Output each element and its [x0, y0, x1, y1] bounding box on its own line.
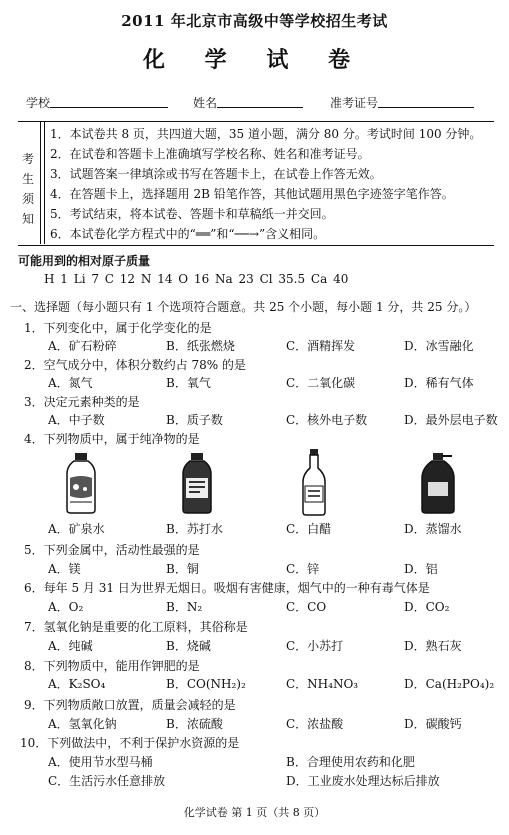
option-b: B．铜: [166, 562, 199, 576]
section-heading: 一、选择题（每小题只有 1 个选项符合题意。共 25 个小题，每小题 1 分，共 25 分。）: [10, 300, 477, 314]
atomic-mass-heading: 可能用到的相对原子质量: [18, 254, 151, 268]
option-d: D．碳酸钙: [404, 717, 462, 731]
option-c: C．二氧化碳: [286, 376, 356, 390]
notice-side-char: 生: [22, 172, 35, 186]
atomic-mass-values: H 1 Li 7 C 12 N 14 O 16 Na 23 Cl 35.5 Ca 40: [44, 272, 349, 286]
option-c: C．CO: [286, 600, 327, 614]
option-d: D．冰雪融化: [404, 339, 474, 353]
option-a: A．使用节水型马桶: [48, 755, 153, 769]
question-stem: 7．氢氧化钠是重要的化工原料，其俗称是: [24, 620, 248, 634]
option-c: C．生活污水任意排放: [48, 774, 166, 788]
option-b: B．浓硫酸: [166, 717, 223, 731]
option-b: B．烧碱: [166, 639, 211, 653]
option-d: D．工业废水处理达标后排放: [286, 774, 440, 788]
question-stem: 4．下列物质中，属于纯净物的是: [24, 432, 200, 446]
notice-side-char: 考: [22, 152, 35, 166]
mineral-water-bottle-image: [64, 452, 98, 514]
option-c: C．白醋: [286, 522, 332, 536]
question-stem: 5．下列金属中，活动性最强的是: [24, 543, 200, 557]
school-blank: [50, 96, 168, 108]
school-label: 学校: [26, 96, 51, 110]
option-d: D．熟石灰: [404, 639, 462, 653]
notice-item: 2．在试卷和答题卡上准确填写学校名称、姓名和准考证号。: [50, 147, 370, 161]
notice-item: 3．试题答案一律填涂或书写在答题卡上，在试卷上作答无效。: [50, 167, 382, 181]
option-b: B．氧气: [166, 376, 211, 390]
school-field: [26, 96, 168, 110]
ticket-label: 准考证号: [330, 96, 379, 110]
option-d: D．CO₂: [404, 600, 450, 614]
notice-item: 1．本试卷共 8 页，共四道大题，35 道小题，满分 80 分。考试时间 100 分钟。: [50, 127, 482, 141]
option-b: B．质子数: [166, 413, 223, 427]
option-c: C．酒精挥发: [286, 339, 356, 353]
notice-side-char: 须: [22, 192, 35, 206]
option-a: A．矿石粉碎: [48, 339, 117, 353]
question-stem: 9．下列物质敞口放置，质量会减轻的是: [24, 698, 236, 712]
notice-divider: [40, 121, 41, 244]
distilled-water-bottle-image: [418, 452, 458, 514]
question-stem: 2．空气成分中，体积分数约占 78% 的是: [24, 358, 246, 372]
option-b: B．合理使用农药和化肥: [286, 755, 415, 769]
option-b: B．N₂: [166, 600, 203, 614]
option-a: A．氢氧化钠: [48, 717, 117, 731]
option-a: A．镁: [48, 562, 81, 576]
option-c: C．浓盐酸: [286, 717, 344, 731]
option-c: C．NH₄NO₃: [286, 677, 359, 691]
ticket-field: [330, 96, 474, 110]
name-label: 姓名: [193, 96, 218, 110]
option-c: C．小苏打: [286, 639, 344, 653]
exam-title: 2011 年北京市高级中等学校招生考试: [121, 12, 388, 30]
option-c: C．核外电子数: [286, 413, 368, 427]
question-stem: 3．决定元素种类的是: [24, 395, 140, 409]
option-d: D．稀有气体: [404, 376, 474, 390]
question-stem: 6．每年 5 月 31 日为世界无烟日。吸烟有害健康，烟气中的一种有毒气体是: [24, 581, 430, 595]
exam-subtitle: 化 学 试 卷: [143, 47, 366, 73]
notice-item: 6．本试卷化学方程式中的“══”和“──→”含义相同。: [50, 227, 326, 241]
soda-water-bottle-image: [180, 452, 214, 514]
notice-item: 4．在答题卡上，选择题用 2B 铅笔作答，其他试题用黑色字迹签字笔作答。: [50, 187, 454, 201]
option-c: C．锌: [286, 562, 320, 576]
option-b: B．纸张燃烧: [166, 339, 235, 353]
option-a: A．纯碱: [48, 639, 93, 653]
option-a: A．矿泉水: [48, 522, 105, 536]
notice-divider-inner: [44, 121, 45, 244]
option-d: D．最外层电子数: [404, 413, 498, 427]
question-stem: 1．下列变化中，属于化学变化的是: [24, 321, 212, 335]
ticket-blank: [378, 96, 474, 108]
notice-side-char: 知: [22, 212, 35, 226]
option-a: A．氮气: [48, 376, 93, 390]
name-field: [193, 96, 303, 110]
option-b: B．苏打水: [166, 522, 223, 536]
option-a: A．K₂SO₄: [48, 677, 106, 691]
question-stem: 8．下列物质中，能用作钾肥的是: [24, 659, 200, 673]
option-a: A．中子数: [48, 413, 105, 427]
option-a: A．O₂: [48, 600, 84, 614]
page-footer: 化学试卷 第 1 页（共 8 页）: [183, 806, 326, 819]
option-d: D．Ca(H₂PO₄)₂: [404, 677, 495, 691]
question-stem: 10．下列做法中，不利于保护水资源的是: [20, 736, 240, 750]
option-b: B．CO(NH₂)₂: [166, 677, 246, 691]
option-d: D．铝: [404, 562, 438, 576]
option-d: D．蒸馏水: [404, 522, 462, 536]
notice-item: 5．考试结束，将本试卷、答题卡和草稿纸一并交回。: [50, 207, 334, 221]
white-vinegar-bottle-image: [300, 448, 328, 516]
name-blank: [217, 96, 303, 108]
